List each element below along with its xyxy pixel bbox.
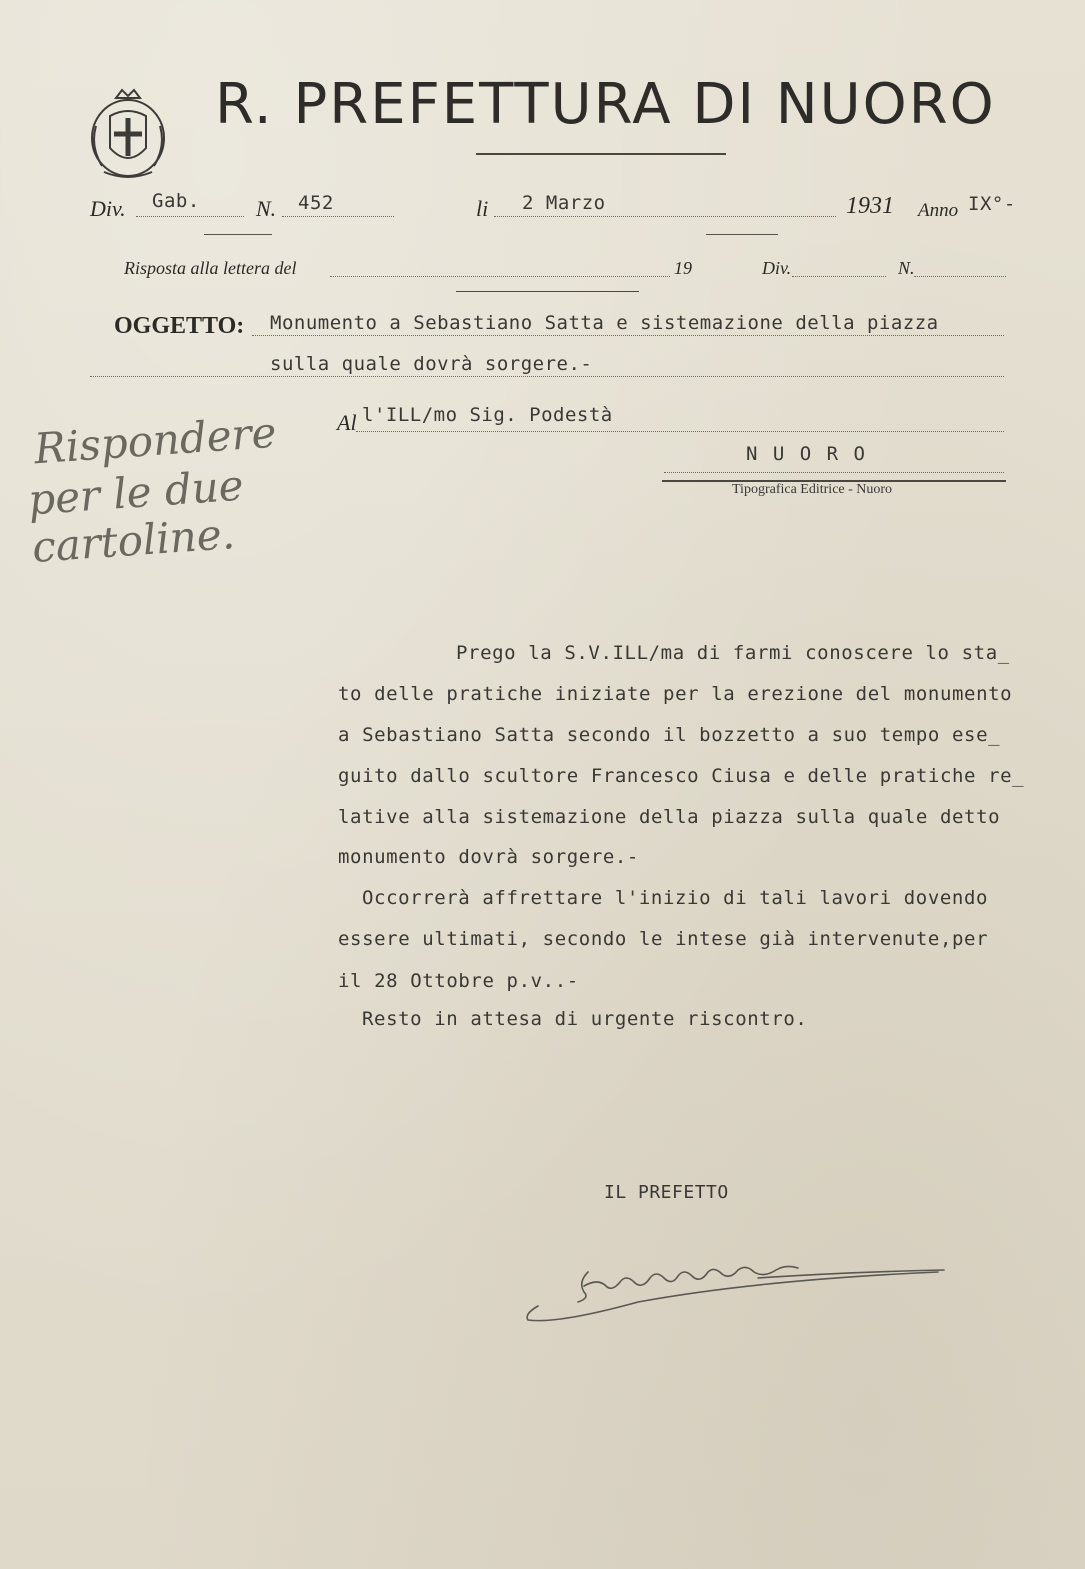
margin-note-line-1: Rispondere: [32, 407, 278, 474]
recipient-line-1: l'ILL/mo Sig. Podestà: [362, 404, 613, 426]
letterhead-title: R. PREFETTURA DI NUORO: [215, 72, 996, 137]
div-label: Div.: [90, 196, 126, 221]
recipient-prefix: Al: [337, 410, 357, 435]
subject-line-1: Monumento a Sebastiano Satta e sistemazione della piazza: [270, 312, 939, 334]
title-underline: [476, 153, 726, 155]
reply-year-prefix: 19: [674, 258, 692, 278]
body-line: guito dallo scultore Francesco Ciusa e delle pratiche re_: [338, 765, 1025, 787]
body-line: monumento dovrà sorgere.-: [338, 846, 639, 868]
reply-label: Risposta alla lettera del: [124, 258, 297, 278]
handwritten-signature-icon: [518, 1252, 948, 1326]
reply-n-label: N.: [898, 258, 915, 278]
div-dotted-line: [136, 216, 244, 217]
body-line: Prego la S.V.ILL/ma di farmi conoscere lo sta_: [456, 642, 1010, 664]
subject-line-2: sulla quale dovrà sorgere.-: [270, 353, 593, 375]
year-value: 1931: [846, 193, 894, 219]
anno-value: IX°-: [968, 193, 1016, 215]
recipient-dotted-line-2: [664, 472, 1004, 473]
body-line: Resto in attesa di urgente riscontro.: [362, 1008, 808, 1030]
subject-dotted-line-2: [90, 376, 1004, 377]
n-label: N.: [256, 196, 277, 221]
reply-div-dotted-line: [792, 276, 886, 277]
protocol-number: 452: [298, 192, 334, 214]
div-value: Gab.: [152, 190, 200, 212]
li-label: li: [476, 196, 489, 221]
body-line: to delle pratiche iniziate per la erezione del monumento: [338, 683, 1013, 705]
subject-dotted-line-1: [252, 335, 1004, 336]
date-dotted-line: [494, 216, 836, 217]
reply-div-label: Div.: [762, 258, 792, 278]
n-dotted-line: [282, 216, 394, 217]
recipient-city: N U O R O: [746, 443, 867, 465]
margin-note-line-2: per le due: [26, 460, 246, 525]
margin-note-line-3: cartoline.: [30, 508, 237, 573]
body-line: il 28 Ottobre p.v..-: [338, 970, 579, 992]
anno-label: Anno: [918, 200, 959, 221]
body-line: Occorrerà affrettare l'inizio di tali lavori dovendo: [362, 887, 989, 909]
reply-dotted-line: [330, 276, 670, 277]
printer-imprint: Tipografica Editrice - Nuoro: [732, 482, 893, 497]
div-double-rule: [204, 234, 272, 235]
subject-label: OGGETTO:: [114, 313, 245, 339]
royal-crest-icon: [86, 86, 170, 184]
body-line: lative alla sistemazione della piazza sulla quale detto: [338, 806, 1001, 828]
body-line: a Sebastiano Satta secondo il bozzetto a suo tempo ese_: [338, 724, 1001, 746]
body-line: essere ultimati, secondo le intese già intervenute,per: [338, 928, 989, 950]
recipient-dotted-line-1: [356, 431, 1004, 432]
date-value: 2 Marzo: [522, 192, 606, 214]
reply-separator: [456, 291, 639, 292]
date-double-rule: [706, 234, 778, 235]
reply-n-dotted-line: [914, 276, 1006, 277]
signatory-title: IL PREFETTO: [604, 1182, 729, 1203]
